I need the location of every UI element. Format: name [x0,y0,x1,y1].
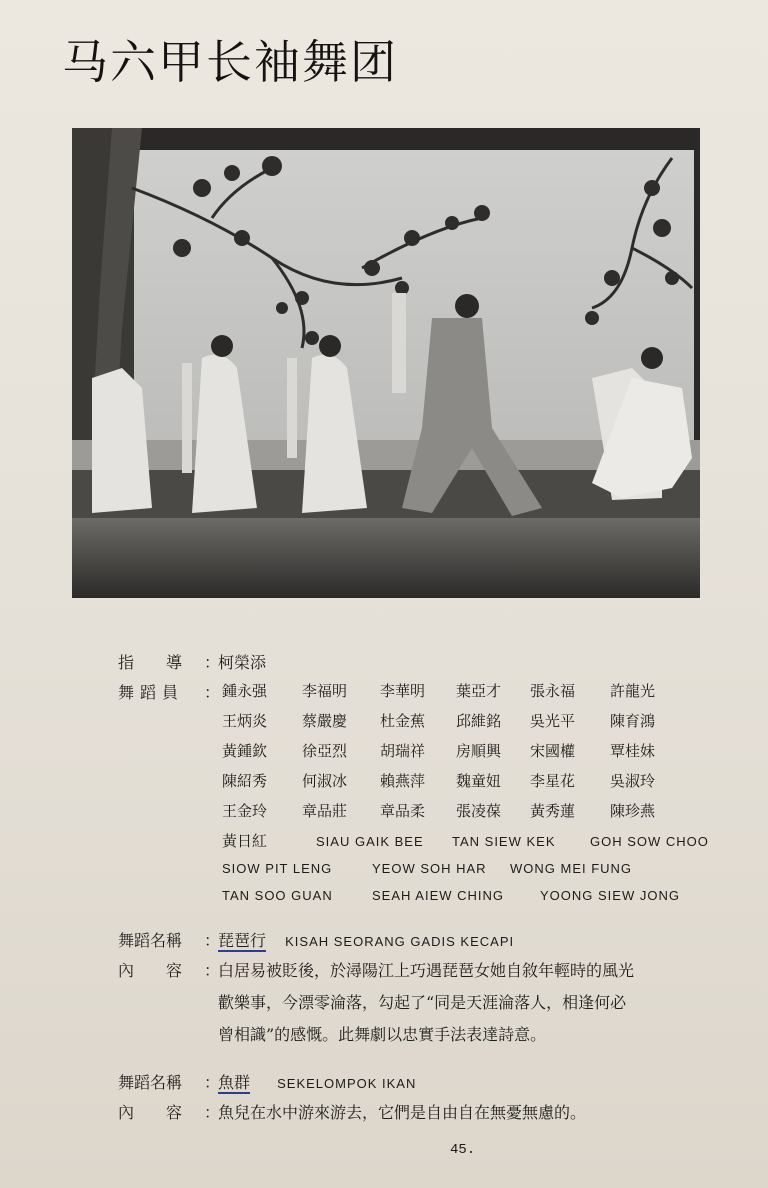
dancer-name: 王金玲 [222,802,268,820]
dancer-roman-name: GOH SOW CHOO [590,834,709,849]
dancer-name: 何淑冰 [302,772,348,790]
dancer-name: 吳淑玲 [610,772,656,790]
dancer-name: 張永福 [530,682,576,700]
dancer-name: 李星花 [530,772,576,790]
dance2-name-cn: 魚群 [218,1073,251,1092]
dancer-name: 徐亞烈 [302,742,348,760]
dancer-name: 李華明 [380,682,426,700]
dance2-name-row: 舞蹈名稱 ：魚群 SEKELOMPOK IKAN [118,1070,416,1093]
dance1-name-row: 舞蹈名稱 ：琵琶行 KISAH SEORANG GADIS KECAPI [118,928,514,951]
dance1-content-line: 歡樂事，今漂零淪落，勾起了“同是天涯淪落人，相逢何必 [218,993,627,1012]
dance2-name-malay: SEKELOMPOK IKAN [277,1076,417,1091]
dancer-name: 許龍光 [610,682,656,700]
dancer-name: 陳紹秀 [222,772,268,790]
director-label: 指 導 [118,653,183,672]
dancers-label-row: 舞蹈員 ： [118,680,218,703]
dancer-name: 鍾永强 [222,682,268,700]
dancers-label: 舞蹈員 [118,683,185,702]
dancer-name: 王炳炎 [222,712,268,730]
dancer-name: 蔡嚴慶 [302,712,348,730]
dancer-roman-name: SEAH AIEW CHING [372,888,505,903]
page-title: 马六甲长袖舞团 [62,35,398,89]
director-name: 柯榮添 [218,653,267,672]
dancer-name: 杜金蕉 [380,712,426,730]
dancer-name: 章品柔 [380,802,426,820]
dancer-name: 葉亞才 [456,682,502,700]
dance1-name-malay: KISAH SEORANG GADIS KECAPI [285,934,515,949]
dancer-roman-name: YEOW SOH HAR [372,861,487,876]
dancer-roman-name: SIOW PIT LENG [222,861,333,876]
stage-photo [72,128,700,598]
dancer-name: 宋國權 [530,742,576,760]
dance2-content: 魚兒在水中游來游去，它們是自由自在無憂無慮的。 [218,1103,587,1122]
dancer-roman-name: WONG MEI FUNG [510,861,633,876]
dancer-name: 魏童妞 [456,772,502,790]
dance2-content-row: 內 容 ：魚兒在水中游來游去，它們是自由自在無憂無慮的。 [118,1100,586,1123]
dancer-name: 黃秀蓮 [530,802,576,820]
dancer-name: 吳光平 [530,712,576,730]
dancer-name: 陳育鴻 [610,712,656,730]
dancer-name: 房順興 [456,742,502,760]
dancer-name: 陳珍燕 [610,802,656,820]
dance1-content-line: 白居易被貶後，於潯陽江上巧遇琵琶女她自敘年輕時的風光 [218,961,635,980]
dancer-roman-name: TAN SOO GUAN [222,888,333,903]
dancer-roman-name: SIAU GAIK BEE [316,834,424,849]
dance1-content-row: 內 容 ：白居易被貶後，於潯陽江上巧遇琵琶女她自敘年輕時的風光 [118,958,634,981]
dancer-name: 李福明 [302,682,348,700]
dance1-content-line: 曾相識”的感慨。此舞劇以忠實手法表達詩意。 [218,1025,547,1044]
dance2-name-label: 舞蹈名稱 [118,1073,183,1092]
dancer-roman-name: TAN SIEW KEK [452,834,556,849]
dancer-roman-name: YOONG SIEW JONG [540,888,680,903]
dance1-name-label: 舞蹈名稱 [118,931,183,950]
dance1-name-cn: 琵琶行 [218,931,267,950]
dancer-name: 黃鍾欽 [222,742,268,760]
dancer-name: 張凌葆 [456,802,502,820]
dancer-name: 賴燕萍 [380,772,426,790]
dancer-name: 黃日紅 [222,832,268,850]
dance1-content-label: 內 容 [118,961,183,980]
dancer-name: 覃桂妹 [610,742,656,760]
dancer-name: 章品莊 [302,802,348,820]
dancer-name: 邱維銘 [456,712,502,730]
director-row: 指 導 ：柯榮添 [118,650,266,673]
dancer-name: 胡瑞祥 [380,742,426,760]
page-number: 45. [450,1142,476,1158]
dance2-content-label: 內 容 [118,1103,183,1122]
